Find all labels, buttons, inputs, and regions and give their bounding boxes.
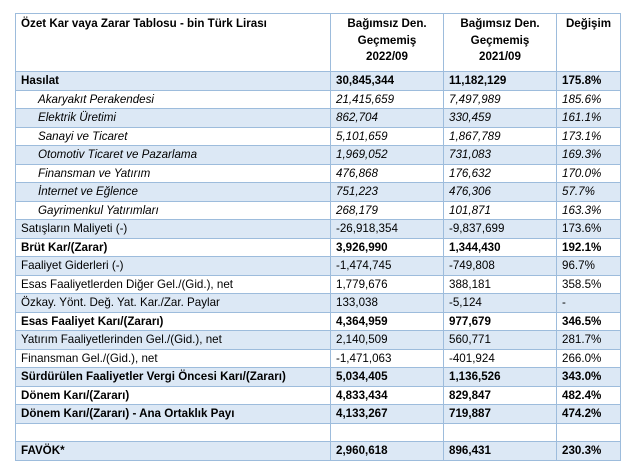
value-change: 170.0% <box>557 164 621 183</box>
row-label: Satışların Maliyeti (-) <box>16 220 331 239</box>
value-2021: -5,124 <box>444 294 557 313</box>
value-2021: 7,497,989 <box>444 90 557 109</box>
row-label: Sürdürülen Faaliyetler Vergi Öncesi Karı/(Zararı) <box>16 368 331 387</box>
table-row <box>16 331 621 350</box>
table-row-operating-profit <box>16 312 621 331</box>
table-row-parent-share <box>16 405 621 424</box>
value-2022: -1,471,063 <box>331 349 444 368</box>
value-change: 169.3% <box>557 146 621 165</box>
row-label: FAVÖK* <box>16 442 331 461</box>
table-row <box>16 109 621 128</box>
value-2021: 829,847 <box>444 386 557 405</box>
row-label: İnternet ve Eğlence <box>16 183 331 202</box>
value-change: 163.3% <box>557 201 621 220</box>
row-label: Otomotiv Ticaret ve Pazarlama <box>16 146 331 165</box>
row-label: Özkay. Yönt. Değ. Yat. Kar./Zar. Paylar <box>16 294 331 313</box>
value-2022: 2,140,509 <box>331 331 444 350</box>
value-2021: 11,182,129 <box>444 72 557 91</box>
row-label: Esas Faaliyet Karı/(Zararı) <box>16 312 331 331</box>
value-change: 192.1% <box>557 238 621 257</box>
table-row <box>16 349 621 368</box>
value-2021: -9,837,699 <box>444 220 557 239</box>
row-label: Faaliyet Giderleri (-) <box>16 257 331 276</box>
table-row <box>16 183 621 202</box>
value-2021: 1,136,526 <box>444 368 557 387</box>
value-2021: 731,083 <box>444 146 557 165</box>
value-2022: 4,364,959 <box>331 312 444 331</box>
value-2021 <box>444 423 557 442</box>
row-label: Brüt Kar/(Zarar) <box>16 238 331 257</box>
value-change <box>557 423 621 442</box>
value-2022: 268,179 <box>331 201 444 220</box>
table-row <box>16 201 621 220</box>
value-2022: 5,101,659 <box>331 127 444 146</box>
column-header-2021: Bağımsız Den. Geçmemiş 2021/09 <box>444 14 557 72</box>
value-2021: 1,344,430 <box>444 238 557 257</box>
value-change: 161.1% <box>557 109 621 128</box>
value-2021: 719,887 <box>444 405 557 424</box>
table-row-gross-profit <box>16 238 621 257</box>
value-change: 175.8% <box>557 72 621 91</box>
value-2022: 476,868 <box>331 164 444 183</box>
table-row <box>16 275 621 294</box>
value-change: 346.5% <box>557 312 621 331</box>
value-change: 474.2% <box>557 405 621 424</box>
value-change: 281.7% <box>557 331 621 350</box>
value-2022: 1,969,052 <box>331 146 444 165</box>
table-header <box>16 14 621 72</box>
table-row <box>16 294 621 313</box>
income-statement-table <box>15 13 621 461</box>
value-2021: 101,871 <box>444 201 557 220</box>
value-change: 482.4% <box>557 386 621 405</box>
value-2021: 1,867,789 <box>444 127 557 146</box>
table-row <box>16 90 621 109</box>
row-label: Sanayi ve Ticaret <box>16 127 331 146</box>
column-header-change: Değişim <box>557 14 621 72</box>
table-row-ebitda <box>16 442 621 461</box>
value-2022: 862,704 <box>331 109 444 128</box>
value-2022: 751,223 <box>331 183 444 202</box>
value-2021: 388,181 <box>444 275 557 294</box>
value-2022: 1,779,676 <box>331 275 444 294</box>
row-label <box>16 423 331 442</box>
value-change: 173.6% <box>557 220 621 239</box>
value-2022 <box>331 423 444 442</box>
value-change: 358.5% <box>557 275 621 294</box>
value-2021: -401,924 <box>444 349 557 368</box>
row-label: Finansman Gel./(Gid.), net <box>16 349 331 368</box>
value-change: 266.0% <box>557 349 621 368</box>
table-row-revenue <box>16 72 621 91</box>
table-title: Özet Kar vaya Zarar Tablosu - bin Türk Lirası <box>16 14 331 72</box>
value-change: 57.7% <box>557 183 621 202</box>
table-row <box>16 127 621 146</box>
value-2021: 330,459 <box>444 109 557 128</box>
table-row <box>16 146 621 165</box>
row-label: Yatırım Faaliyetlerinden Gel./(Gid.), net <box>16 331 331 350</box>
value-change: - <box>557 294 621 313</box>
row-label: Gayrimenkul Yatırımları <box>16 201 331 220</box>
value-2022: 133,038 <box>331 294 444 313</box>
value-2022: -1,474,745 <box>331 257 444 276</box>
table-row <box>16 164 621 183</box>
row-label: Dönem Karı/(Zararı) - Ana Ortaklık Payı <box>16 405 331 424</box>
row-label: Esas Faaliyetlerden Diğer Gel./(Gid.), net <box>16 275 331 294</box>
value-2021: 476,306 <box>444 183 557 202</box>
row-label: Hasılat <box>16 72 331 91</box>
table-row <box>16 220 621 239</box>
value-2022: 4,833,434 <box>331 386 444 405</box>
value-2021: -749,808 <box>444 257 557 276</box>
row-label: Finansman ve Yatırım <box>16 164 331 183</box>
value-change: 185.6% <box>557 90 621 109</box>
value-change: 343.0% <box>557 368 621 387</box>
table-row-net-profit <box>16 386 621 405</box>
value-2022: 2,960,618 <box>331 442 444 461</box>
value-2022: 3,926,990 <box>331 238 444 257</box>
value-2021: 896,431 <box>444 442 557 461</box>
table-row-pretax-profit <box>16 368 621 387</box>
row-label: Akaryakıt Perakendesi <box>16 90 331 109</box>
value-2022: 4,133,267 <box>331 405 444 424</box>
value-2021: 176,632 <box>444 164 557 183</box>
column-header-2022: Bağımsız Den. Geçmemiş 2022/09 <box>331 14 444 72</box>
value-2022: -26,918,354 <box>331 220 444 239</box>
value-change: 230.3% <box>557 442 621 461</box>
value-2021: 560,771 <box>444 331 557 350</box>
table-row-spacer <box>16 423 621 442</box>
value-change: 96.7% <box>557 257 621 276</box>
value-change: 173.1% <box>557 127 621 146</box>
table-row <box>16 257 621 276</box>
value-2022: 5,034,405 <box>331 368 444 387</box>
value-2021: 977,679 <box>444 312 557 331</box>
row-label: Dönem Karı/(Zararı) <box>16 386 331 405</box>
value-2022: 21,415,659 <box>331 90 444 109</box>
value-2022: 30,845,344 <box>331 72 444 91</box>
row-label: Elektrik Üretimi <box>16 109 331 128</box>
